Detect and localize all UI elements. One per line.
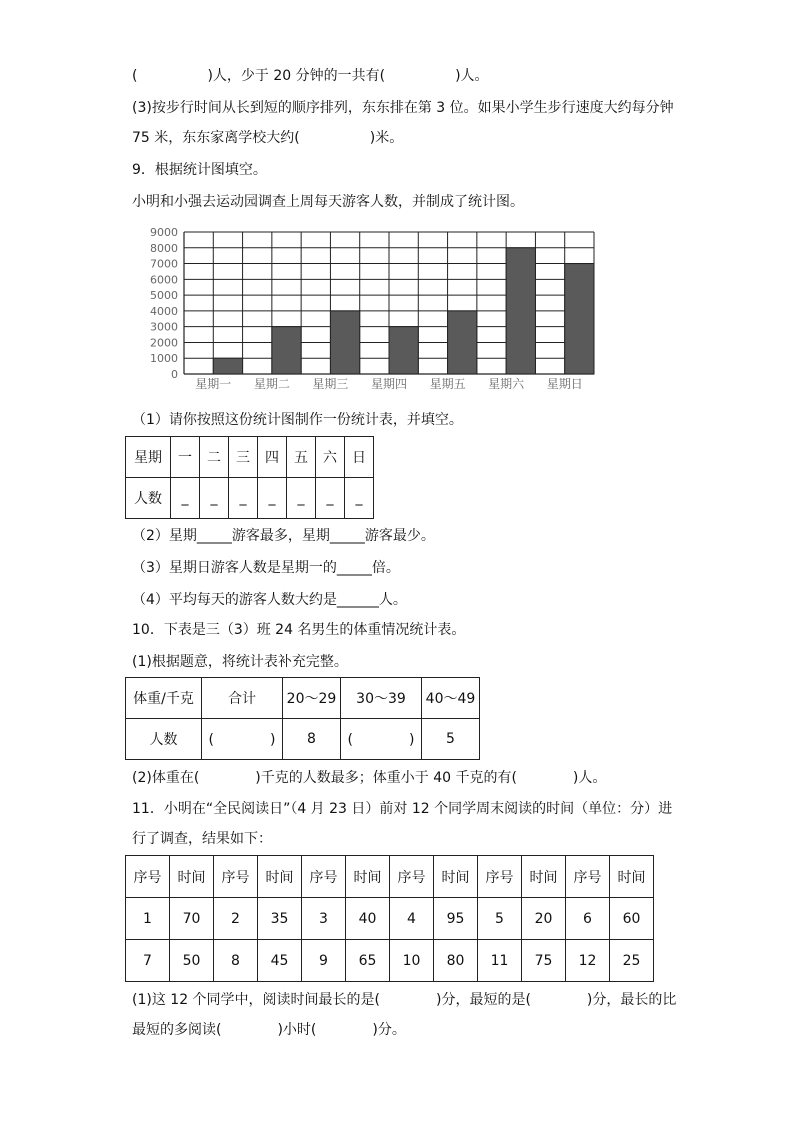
- q11-sub1-line2: 最短的多阅读( )小时( )分。: [132, 1022, 406, 1038]
- table-cell: 六: [316, 437, 345, 478]
- table-cell: 序号: [390, 856, 434, 898]
- bar-2: [272, 327, 301, 374]
- y-tick-label: 9000: [150, 226, 178, 239]
- bar-6: [506, 248, 535, 374]
- y-tick-label: 3000: [150, 320, 178, 334]
- y-tick-label: 4000: [150, 304, 178, 318]
- table-row: [126, 437, 374, 478]
- table-cell: 9: [302, 940, 346, 982]
- table-cell: 时间: [610, 856, 654, 898]
- table-cell: 序号: [302, 856, 346, 898]
- blank-cell[interactable]: ( ): [341, 719, 422, 760]
- table-cell: 合计: [202, 678, 283, 719]
- table-row: [126, 478, 374, 519]
- table-cell: 70: [170, 898, 214, 940]
- table-cell: 45: [258, 940, 302, 982]
- bar-3: [330, 311, 359, 374]
- table-cell: 1: [126, 898, 170, 940]
- table-cell: 二: [200, 437, 229, 478]
- q11-title-line1: 11．小明在“全民阅读日”（4 月 23 日）前对 12 个同学周末阅读的时间（单位：分）进: [132, 801, 673, 817]
- table-cell: 8: [283, 719, 341, 760]
- q8-line3: 75 米，东东家离学校大约( )米。: [132, 130, 404, 146]
- x-tick-label: 星期六: [488, 377, 525, 391]
- x-tick-label: 星期一: [195, 377, 232, 391]
- visitor-bar-chart: [140, 222, 600, 394]
- table-cell: 星期: [126, 437, 171, 478]
- table-cell: 日: [345, 437, 374, 478]
- table-cell: 95: [434, 898, 478, 940]
- table-cell: 序号: [566, 856, 610, 898]
- table-cell: 60: [610, 898, 654, 940]
- q10-sub1: (1)根据题意，将统计表补充完整。: [132, 654, 348, 670]
- bar-7: [565, 264, 594, 374]
- table-cell: 序号: [126, 856, 170, 898]
- table-cell: 3: [302, 898, 346, 940]
- y-tick-label: 1000: [150, 352, 178, 366]
- q11-sub1-line1: (1)这 12 个同学中，阅读时间最长的是( )分，最短的是( )分，最长的比: [132, 992, 677, 1008]
- table-cell: 40: [346, 898, 390, 940]
- blank-cell[interactable]: _: [171, 478, 200, 519]
- table-cell: 4: [390, 898, 434, 940]
- table-cell: 6: [566, 898, 610, 940]
- q8-line1: ( )人，少于 20 分钟的一共有( )人。: [132, 68, 489, 84]
- table-cell: 时间: [522, 856, 566, 898]
- q9-title: 9．根据统计图填空。: [132, 162, 267, 178]
- table-cell: 序号: [214, 856, 258, 898]
- x-tick-label: 星期三: [312, 377, 349, 391]
- y-tick-label: 2000: [150, 336, 178, 350]
- blank-cell[interactable]: _: [258, 478, 287, 519]
- y-tick-label: 6000: [150, 273, 178, 287]
- table-cell: 12: [566, 940, 610, 982]
- table-cell: 35: [258, 898, 302, 940]
- table-cell: 20: [522, 898, 566, 940]
- blank-cell[interactable]: _: [229, 478, 258, 519]
- q9-sub1: （1）请你按照这份统计图制作一份统计表，并填空。: [132, 412, 463, 428]
- table-cell: 时间: [170, 856, 214, 898]
- bar-4: [389, 327, 418, 374]
- table-cell: 7: [126, 940, 170, 982]
- x-tick-label: 星期四: [370, 377, 408, 391]
- q11-table: [125, 855, 654, 982]
- table-cell: 时间: [258, 856, 302, 898]
- y-tick-label: 0: [171, 368, 178, 381]
- table-cell: 20～29: [283, 678, 341, 719]
- y-tick-label: 8000: [150, 241, 178, 255]
- q9-intro: 小明和小强去运动园调查上周每天游客人数，并制成了统计图。: [132, 194, 524, 210]
- table-row: [126, 856, 654, 898]
- blank-cell[interactable]: _: [287, 478, 316, 519]
- table-cell: 75: [522, 940, 566, 982]
- q10-table: [125, 677, 480, 760]
- bar-5: [448, 311, 477, 374]
- q9-sub4: （4）平均每天的游客人数大约是______人。: [132, 592, 407, 608]
- x-tick-label: 星期五: [429, 377, 466, 391]
- q10-title: 10．下表是三（3）班 24 名男生的体重情况统计表。: [132, 622, 466, 638]
- blank-cell[interactable]: ( ): [202, 719, 283, 760]
- q9-sub2: （2）星期_____游客最多，星期_____游客最少。: [132, 528, 435, 544]
- q9-sub3: （3）星期日游客人数是星期一的_____倍。: [132, 560, 400, 576]
- table-cell: 65: [346, 940, 390, 982]
- table-cell: 11: [478, 940, 522, 982]
- table-cell: 一: [171, 437, 200, 478]
- q9-table: [125, 436, 374, 519]
- y-tick-label: 5000: [150, 289, 178, 303]
- table-cell: 序号: [478, 856, 522, 898]
- table-cell: 时间: [434, 856, 478, 898]
- table-cell: 人数: [126, 719, 202, 760]
- table-cell: 25: [610, 940, 654, 982]
- table-cell: 8: [214, 940, 258, 982]
- table-cell: 30～39: [341, 678, 422, 719]
- table-cell: 五: [287, 437, 316, 478]
- table-cell: 体重/千克: [126, 678, 202, 719]
- table-cell: 2: [214, 898, 258, 940]
- table-cell: 80: [434, 940, 478, 982]
- table-row: [126, 940, 654, 982]
- x-tick-label: 星期日: [546, 377, 583, 391]
- table-cell: 三: [229, 437, 258, 478]
- blank-cell[interactable]: _: [316, 478, 345, 519]
- x-tick-label: 星期二: [253, 377, 290, 391]
- q11-title-line2: 行了调查，结果如下：: [132, 831, 272, 847]
- y-tick-label: 7000: [150, 257, 178, 271]
- blank-cell[interactable]: _: [345, 478, 374, 519]
- bar-1: [213, 358, 242, 374]
- table-row: [126, 678, 480, 719]
- table-cell: 四: [258, 437, 287, 478]
- q10-sub2: (2)体重在( )千克的人数最多；体重小于 40 千克的有( )人。: [132, 770, 607, 786]
- table-row: [126, 719, 480, 760]
- table-cell: 人数: [126, 478, 171, 519]
- table-row: [126, 898, 654, 940]
- table-cell: 10: [390, 940, 434, 982]
- blank-cell[interactable]: _: [200, 478, 229, 519]
- table-cell: 5: [422, 719, 480, 760]
- table-cell: 50: [170, 940, 214, 982]
- table-cell: 5: [478, 898, 522, 940]
- q8-line2: (3)按步行时间从长到短的顺序排列，东东排在第 3 位。如果小学生步行速度大约每分钟: [132, 100, 674, 116]
- table-cell: 时间: [346, 856, 390, 898]
- table-cell: 40～49: [422, 678, 480, 719]
